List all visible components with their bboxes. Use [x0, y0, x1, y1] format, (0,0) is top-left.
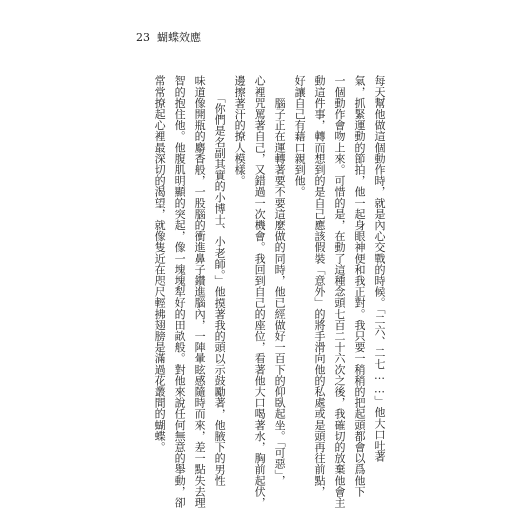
text-column: 好讓自己有藉口親到他。 [293, 75, 307, 198]
text-column: 「你們是名副其實的小博士、小老師。」他摸著我的頭以示鼓勵著，他腋下的男性 [213, 75, 227, 486]
text-column: 智的抱住他。他腹肌明顯的突起，像一塊塊犁好的田畝般。對他來說任何無意的舉動，卻 [173, 75, 187, 508]
text-column: 每天幫他做這個動作時，就是內心交戰的時候。「二六、二七……」他大口吐著 [373, 75, 386, 462]
running-header [136, 31, 201, 44]
text-column: 味道像開瓶的麝香般，一股腦的衝進鼻子鑽進腦內，一陣暈眩感隨時而來，差一點失去理 [193, 75, 207, 508]
text-column: 腦子正在運轉著要不要這麼做的同時，他已經做好一百下的仰臥起坐。「可惡」， [273, 75, 287, 486]
text-column: 氣，抓緊運動的節拍，他一起身眼神便和我正對。我只要一稍稍的把起頭都會以爲他下 [353, 75, 367, 497]
text-column: 動這件事，轉而想到的是自己應該假裝「意外」的將手滑向他的私處或是頭再往前點， [313, 75, 327, 497]
book-title: 蝴蝶效應 [157, 31, 201, 44]
text-column: 邊擦著汗的撩人模樣。 [233, 75, 247, 186]
text-column: 常常撩起心裡最深切的渴望，就像隻近在咫尺輕拂翅膀是滿過花叢間的蝴蝶。 [153, 75, 167, 453]
text-column: 心裡咒罵著自己，又錯過一次機會。我回到自己的座位，看著他大口喝著水，胸前起伏， [253, 75, 267, 508]
text-column: 一個動作會吻上來。可惜的是，在動了這種念頭七百二十六次之後，我確切的放棄他會主 [333, 75, 347, 508]
page-number: 23 [136, 31, 150, 44]
vertical-text-body [140, 75, 386, 508]
